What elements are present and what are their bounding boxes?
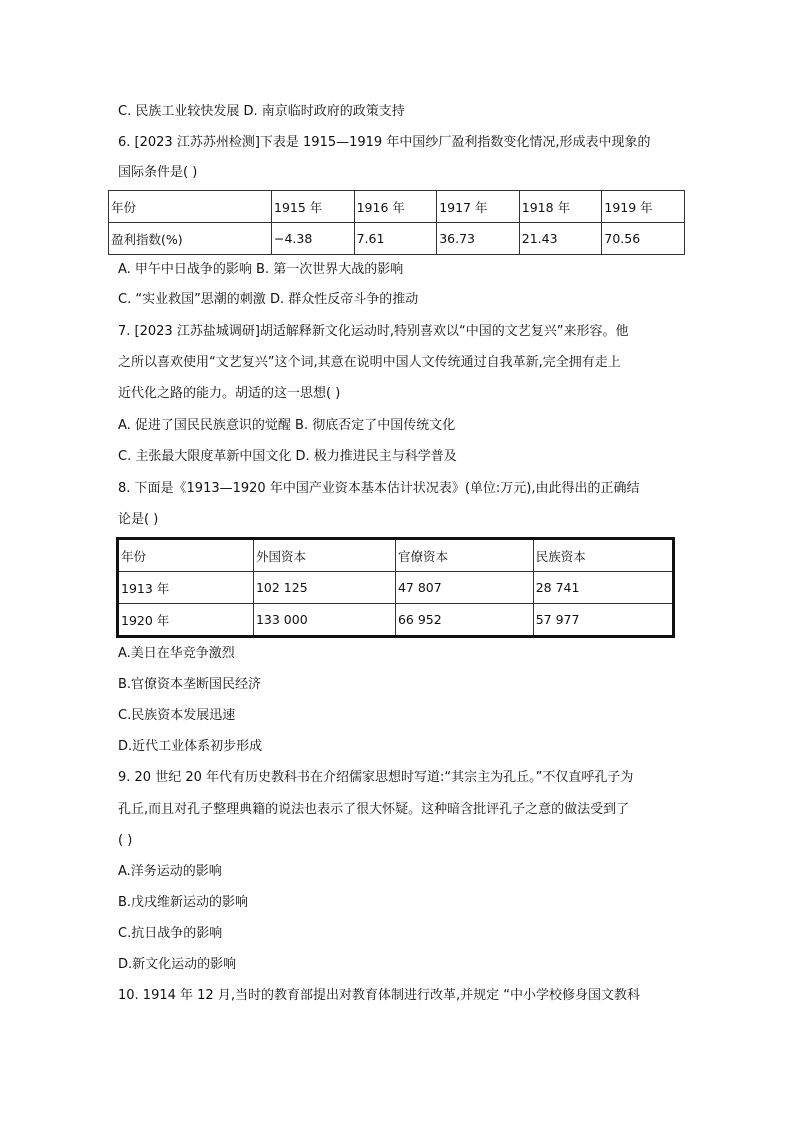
table-cell: 1919 年 (602, 191, 685, 223)
q7-stem-line3: 近代化之路的能力。胡适的这一思想( ) (118, 386, 341, 401)
table-cell: 1913 年 (118, 572, 254, 604)
table-cell: 21.43 (519, 223, 602, 255)
q7-stem-line1: 7. [2023 江苏盐城调研]胡适解释新文化运动时,特别喜欢以“中国的文艺复兴”来形容。他 (118, 324, 629, 339)
table-cell: 民族资本 (533, 539, 673, 572)
table-row (118, 604, 674, 637)
table-row (109, 191, 685, 223)
table-row (118, 539, 674, 572)
table-cell: −4.38 (272, 223, 355, 255)
table-cell: 36.73 (437, 223, 520, 255)
q7-option-ab: A. 促进了国民民族意识的觉醒 B. 彻底否定了中国传统文化 (118, 418, 456, 433)
q7-option-cd: C. 主张最大限度革新中国文化 D. 极力推进民主与科学普及 (118, 449, 457, 464)
q9-stem-line2: 孔丘,而且对孔子整理典籍的说法也表示了很大怀疑。这种暗含批评孔子之意的做法受到了 (118, 802, 630, 817)
q9-option-d: D.新文化运动的影响 (118, 957, 237, 972)
q9-stem-line3: ( ) (118, 833, 133, 848)
table-cell: 官僚资本 (395, 539, 533, 572)
table-cell: 102 125 (253, 572, 395, 604)
q8-option-c: C.民族资本发展迅速 (118, 708, 236, 723)
q7-stem-line2: 之所以喜欢使用“文艺复兴”这个词,其意在说明中国人文传统通过自我革新,完全拥有走上 (118, 355, 621, 370)
q8-stem-line1: 8. 下面是《1913—1920 年中国产业资本基本估计状况表》(单位:万元),由此得出的正确结 (118, 481, 640, 496)
table-row (109, 223, 685, 255)
table-cell: 1915 年 (272, 191, 355, 223)
table-cell: 7.61 (354, 223, 437, 255)
q9-option-a: A.洋务运动的影响 (118, 864, 222, 879)
q6-profit-table (108, 190, 685, 255)
q8-stem-line2: 论是( ) (118, 512, 159, 527)
table-cell: 年份 (109, 191, 272, 223)
table-cell: 57 977 (533, 604, 673, 637)
table-cell: 1918 年 (519, 191, 602, 223)
q8-option-b: B.官僚资本垄断国民经济 (118, 677, 262, 692)
q6-option-ab: A. 甲午中日战争的影响 B. 第一次世界大战的影响 (118, 262, 404, 277)
table-cell: 外国资本 (253, 539, 395, 572)
q8-option-a: A.美日在华竞争激烈 (118, 646, 235, 661)
table-cell: 47 807 (395, 572, 533, 604)
q6-option-cd: C. “实业救国”思潮的刺激 D. 群众性反帝斗争的推动 (118, 292, 419, 307)
q5-option-cd: C. 民族工业较快发展 D. 南京临时政府的政策支持 (118, 104, 405, 119)
table-cell: 1920 年 (118, 604, 254, 637)
q9-option-b: B.戊戌维新运动的影响 (118, 895, 249, 910)
q6-stem-line2: 国际条件是( ) (118, 165, 198, 180)
q8-option-d: D.近代工业体系初步形成 (118, 739, 263, 754)
q10-stem-line1: 10. 1914 年 12 月,当时的教育部提出对教育体制进行改革,并规定 “中小学校修身国文教科 (118, 988, 640, 1003)
table-cell: 盈利指数(%) (109, 223, 272, 255)
q8-capital-table (116, 537, 675, 638)
table-cell: 1917 年 (437, 191, 520, 223)
table-cell: 28 741 (533, 572, 673, 604)
q9-option-c: C.抗日战争的影响 (118, 926, 223, 941)
table-cell: 66 952 (395, 604, 533, 637)
table-cell: 70.56 (602, 223, 685, 255)
q6-stem-line1: 6. [2023 江苏苏州检测]下表是 1915—1919 年中国纱厂盈利指数变化情况,形成表中现象的 (118, 135, 651, 150)
table-cell: 年份 (118, 539, 254, 572)
q9-stem-line1: 9. 20 世纪 20 年代有历史教科书在介绍儒家思想时写道:“其宗主为孔丘。”不仅直呼孔子为 (118, 770, 634, 785)
table-cell: 1916 年 (354, 191, 437, 223)
table-row (118, 572, 674, 604)
table-cell: 133 000 (253, 604, 395, 637)
